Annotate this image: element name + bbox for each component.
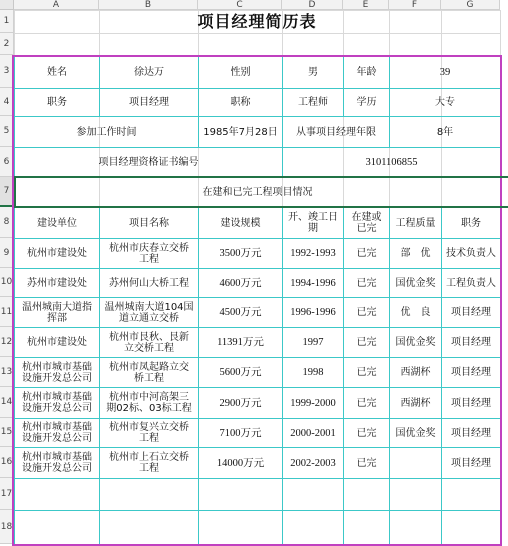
pm-years-value[interactable]: 8年: [389, 116, 500, 147]
table-cell[interactable]: 国优金奖: [389, 268, 441, 297]
table-cell[interactable]: 1994-1996: [282, 268, 343, 297]
table-cell[interactable]: 4600万元: [198, 268, 282, 297]
row-header-10[interactable]: 10: [0, 268, 14, 297]
table-cell[interactable]: 杭州市城市基础 设施开发总公司: [14, 387, 99, 418]
column-header-e[interactable]: E: [343, 0, 389, 10]
table-cell[interactable]: 项目经理: [441, 327, 500, 357]
row-header-4[interactable]: 4: [0, 88, 14, 116]
table-cell[interactable]: 项目经理: [441, 357, 500, 387]
table-cell[interactable]: 3500万元: [198, 238, 282, 268]
table-cell[interactable]: 技术负责人: [441, 238, 500, 268]
row-header-2[interactable]: 2: [0, 33, 14, 55]
empty-cell[interactable]: [99, 510, 198, 544]
name-value[interactable]: 徐达万: [99, 55, 198, 88]
table-cell[interactable]: 苏州市建设处: [14, 268, 99, 297]
age-label[interactable]: 年龄: [343, 55, 389, 88]
table-cell[interactable]: 7100万元: [198, 418, 282, 447]
table-cell[interactable]: 2000-2001: [282, 418, 343, 447]
row-header-3[interactable]: 3: [0, 55, 14, 88]
column-header-f[interactable]: F: [389, 0, 441, 10]
row-header-13[interactable]: 13: [0, 357, 14, 387]
table-cell[interactable]: 14000万元: [198, 447, 282, 478]
table-cell[interactable]: 工程负责人: [441, 268, 500, 297]
rank-value[interactable]: 工程师: [282, 88, 343, 116]
gender-value[interactable]: 男: [282, 55, 343, 88]
edu-label[interactable]: 学历: [343, 88, 389, 116]
gridline-row: [14, 544, 500, 545]
table-cell[interactable]: 项目经理: [441, 387, 500, 418]
column-header-b[interactable]: B: [99, 0, 198, 10]
table-cell[interactable]: 已完: [343, 268, 389, 297]
row-header-5[interactable]: 5: [0, 116, 14, 147]
column-header-g[interactable]: G: [441, 0, 500, 10]
row-header-16[interactable]: 16: [0, 447, 14, 478]
column-header-c[interactable]: C: [198, 0, 282, 10]
table-cell[interactable]: 已完: [343, 447, 389, 478]
select-all-corner[interactable]: [0, 0, 14, 10]
table-cell[interactable]: 已完: [343, 418, 389, 447]
table-cell[interactable]: 2900万元: [198, 387, 282, 418]
empty-cell[interactable]: [282, 478, 343, 510]
empty-cell[interactable]: [14, 510, 99, 544]
table-cell[interactable]: 杭州市城市基础 设施开发总公司: [14, 418, 99, 447]
table-header-cell[interactable]: 开、竣工日 期: [282, 207, 343, 238]
table-cell[interactable]: 1992-1993: [282, 238, 343, 268]
empty-cell[interactable]: [343, 510, 389, 544]
table-cell[interactable]: 西湖杯: [389, 357, 441, 387]
table-cell[interactable]: [389, 447, 441, 478]
table-cell[interactable]: 1998: [282, 357, 343, 387]
empty-cell[interactable]: [441, 510, 500, 544]
pm-years-label[interactable]: 从事项目经理年限: [282, 116, 389, 147]
table-cell[interactable]: 杭州市城市基础 设施开发总公司: [14, 447, 99, 478]
empty-cell[interactable]: [389, 478, 441, 510]
table-cell[interactable]: 部 优: [389, 238, 441, 268]
table-cell[interactable]: 杭州市庆春立交桥 工程: [99, 238, 198, 268]
empty-cell[interactable]: [343, 478, 389, 510]
row-header-18[interactable]: 18: [0, 510, 14, 544]
table-cell[interactable]: 4500万元: [198, 297, 282, 327]
empty-cell[interactable]: [389, 510, 441, 544]
table-cell[interactable]: 1996-1996: [282, 297, 343, 327]
table-cell[interactable]: 项目经理: [441, 418, 500, 447]
table-cell[interactable]: 已完: [343, 387, 389, 418]
row-header-17[interactable]: 17: [0, 478, 14, 510]
table-cell[interactable]: 优 良: [389, 297, 441, 327]
table-header-cell[interactable]: 在建或 已完: [343, 207, 389, 238]
gridline-col: [500, 10, 501, 544]
table-cell[interactable]: 杭州市建设处: [14, 238, 99, 268]
empty-cell[interactable]: [14, 478, 99, 510]
table-cell[interactable]: 已完: [343, 297, 389, 327]
start-date-label[interactable]: 参加工作时间: [14, 116, 198, 147]
empty-cell[interactable]: [198, 510, 282, 544]
table-cell[interactable]: 苏州何山大桥工程: [99, 268, 198, 297]
table-cell[interactable]: 1999-2000: [282, 387, 343, 418]
table-cell[interactable]: 杭州市城市基础 设施开发总公司: [14, 357, 99, 387]
start-date-value[interactable]: 1985年7月28日: [198, 116, 282, 147]
table-header-cell[interactable]: 建设单位: [14, 207, 99, 238]
table-cell[interactable]: 已完: [343, 238, 389, 268]
row-header-9[interactable]: 9: [0, 238, 14, 268]
empty-cell[interactable]: [99, 478, 198, 510]
table-cell[interactable]: 杭州市中河高架三 期02标、03标工程: [99, 387, 198, 418]
row-header-7[interactable]: 7: [0, 177, 14, 207]
empty-cell[interactable]: [282, 510, 343, 544]
edu-value[interactable]: 大专: [389, 88, 500, 116]
gender-label[interactable]: 性别: [198, 55, 282, 88]
row-header-1[interactable]: 1: [0, 10, 14, 33]
row-header-6[interactable]: 6: [0, 147, 14, 177]
table-cell[interactable]: 西湖杯: [389, 387, 441, 418]
row-header-15[interactable]: 15: [0, 418, 14, 447]
empty-cell[interactable]: [198, 478, 282, 510]
table-cell[interactable]: 项目经理: [441, 447, 500, 478]
certificate-label[interactable]: 项目经理资格证书编号: [14, 147, 282, 177]
table-cell[interactable]: 已完: [343, 357, 389, 387]
empty-cell[interactable]: [441, 478, 500, 510]
table-cell[interactable]: 杭州市上石立交桥 工程: [99, 447, 198, 478]
post-value[interactable]: 项目经理: [99, 88, 198, 116]
table-cell[interactable]: 2002-2003: [282, 447, 343, 478]
section-title[interactable]: 在建和已完工程项目情况: [14, 177, 500, 207]
table-cell[interactable]: 1997: [282, 327, 343, 357]
sheet-title[interactable]: 项目经理简历表: [197, 12, 317, 31]
table-cell[interactable]: 国优金奖: [389, 327, 441, 357]
table-cell[interactable]: 杭州市艮秋、艮新 立交桥工程: [99, 327, 198, 357]
table-cell[interactable]: 温州城南大道指 挥部: [14, 297, 99, 327]
rank-label[interactable]: 职称: [198, 88, 282, 116]
name-label[interactable]: 姓名: [14, 55, 99, 88]
table-cell[interactable]: 温州城南大道104国 道立通立交桥: [99, 297, 198, 327]
gridline-row: [14, 33, 500, 34]
table-cell[interactable]: 已完: [343, 327, 389, 357]
column-header-d[interactable]: D: [282, 0, 343, 10]
table-cell[interactable]: 11391万元: [198, 327, 282, 357]
row-header-11[interactable]: 11: [0, 297, 14, 327]
column-header-a[interactable]: A: [14, 0, 99, 10]
age-value[interactable]: 39: [389, 55, 500, 88]
row-header-14[interactable]: 14: [0, 387, 14, 418]
table-header-cell[interactable]: 建设规模: [198, 207, 282, 238]
table-cell[interactable]: 杭州市建设处: [14, 327, 99, 357]
certificate-value[interactable]: 3101106855: [282, 147, 500, 177]
table-header-cell[interactable]: 工程质量: [389, 207, 441, 238]
table-cell[interactable]: 国优金奖: [389, 418, 441, 447]
table-header-cell[interactable]: 职务: [441, 207, 500, 238]
row-header-8[interactable]: 8: [0, 207, 14, 238]
post-label[interactable]: 职务: [14, 88, 99, 116]
table-cell[interactable]: 项目经理: [441, 297, 500, 327]
table-header-cell[interactable]: 项目名称: [99, 207, 198, 238]
table-cell[interactable]: 杭州市复兴立交桥 工程: [99, 418, 198, 447]
table-cell[interactable]: 杭州市凤起路立交 桥工程: [99, 357, 198, 387]
table-cell[interactable]: 5600万元: [198, 357, 282, 387]
row-header-12[interactable]: 12: [0, 327, 14, 357]
